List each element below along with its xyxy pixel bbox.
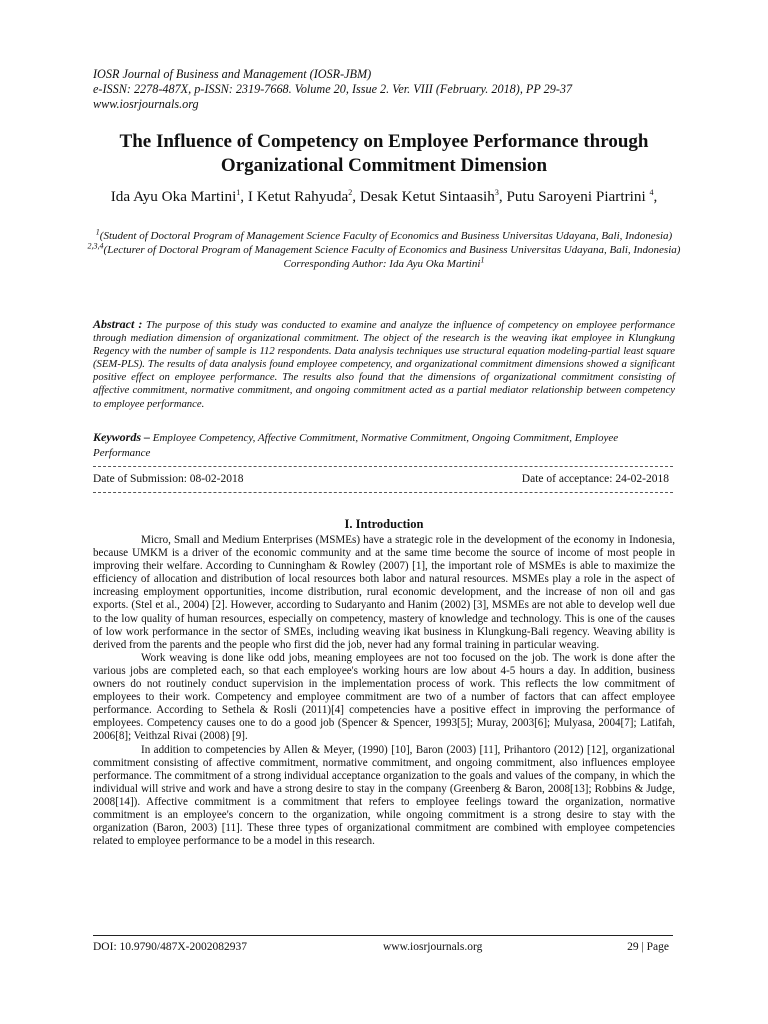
abstract-label: Abstract : [93,317,143,331]
acceptance-date: Date of acceptance: 24-02-2018 [521,473,669,485]
paper-title-line-1: The Influence of Competency on Employee Performance through [119,131,649,152]
author-name: Desak Ketut Sintaasih [359,188,495,205]
dates-row [93,472,673,486]
affiliations [86,229,682,271]
paper-title [40,130,728,178]
author-separator: , [240,188,248,205]
affiliation [86,229,682,243]
author-superscript: 4 [649,187,654,197]
divider-top [93,466,673,467]
journal-issn-line: e-ISSN: 2278-487X, p-ISSN: 2319-7668. Volume 20, Issue 2. Ver. VIII (February. 2018), PP 29-37 [93,82,573,96]
page-number: 29 | Page [627,941,669,953]
corresponding-author-text: Corresponding Author: Ida Ayu Oka Martini [283,258,481,270]
corresponding-author [86,257,682,271]
author-separator: , [653,188,658,205]
affiliation-superscript: 1 [95,227,100,237]
author-superscript: 1 [236,187,241,197]
footer-rule [93,935,673,936]
journal-name: IOSR Journal of Business and Management (IOSR-JBM) [93,67,372,81]
journal-website: www.iosrjournals.org [93,97,199,111]
paragraph: Work weaving is done like odd jobs, meaning employees are not too focused on the job. The work is done after the various jobs are completed each, so that each employee's working hours are low about 4-5 hours a day. In addition, business owners do not routinely conduct supervision in the implementation process of work. This reflects the low commitment of employees to their work. Competency and employee commitment are two of a number of factors that can affect employee performance. According to Sethela & Rosli (2011)[4] competencies have a positive effect in improving the performance of employees. Competency causes one to do a good job (Spencer & Spencer, 1993[5]; Muray, 2003[6]; Mulyasa, 2004[7]; Latifah, 2006[8]; Veithzal Rivai (2008) [9]. [93,651,675,743]
author-list [86,187,682,206]
author-separator: , [498,188,507,205]
section-heading: I. Introduction [344,517,424,531]
abstract-text: The purpose of this study was conducted to examine and analyze the influence of competency on employee performance through mediation dimension of organizational commitment. The object of the research is the weaving ikat employee in Klungkung Regency with the number of sample is 112 respondents. Data analysis techniques use structural equation modeling-partial least square (SEM-PLS). The results of data analysis found employee competency, and organizational commitment dimensions showed a significant positive effect on employee performance. The results also found that the dimensions of organizational commitment consisting of affective commitment, normative commitment, and ongoing commitment acted as a partial mediator relationship between competency to employee performance. [93,319,675,410]
affiliation-text: (Lecturer of Doctoral Program of Management Science Faculty of Economics and Business Universitas Udayana, Bali, Indonesia) [103,244,681,256]
footer-website: www.iosrjournals.org [383,941,483,953]
keywords-label: Keywords – [93,430,150,444]
keywords-text: Employee Competency, Affective Commitment, Normative Commitment, Ongoing Commitment, Employee Performance [93,432,619,459]
footer-doi: DOI: 10.9790/487X-2002082937 [93,941,247,953]
author-name: I Ketut Rahyuda [247,188,349,205]
author-superscript: 2 [348,187,353,197]
author-separator: , [352,188,360,205]
paragraph: Micro, Small and Medium Enterprises (MSMEs) have a strategic role in the development of the economy in Indonesia, because UMKM is a driver of the economic community and at the same time become the source of income of most people in improving their welfare. According to Cunningham & Rowley (2007) [1], the important role of MSMEs is able to maximize the efficiency of allocation and distribution of local resources both labor and natural resources. MSMEs play a role in the aspect of increasing employment opportunities, income distribution, rural economic development, and the increase of non oil and gas exports. (Stel et al., 2004) [2]. However, according to Sudaryanto and Hanim (2002) [3], MSMEs are not able to develop well due to the low quality of human resources, especially on competency, mastery of knowledge and technology. This is one of the causes of low work performance in the sector of SMEs, including weaving ikat business in Klungkung-Bali regency. Weaving ability is derived from the parents and the people who first did the job, never had any formal training in particular weaving. [93,534,675,651]
paper-title-line-2: Organizational Commitment Dimension [220,155,548,176]
journal-header [93,67,693,112]
affiliation-text: (Student of Doctoral Program of Management Science Faculty of Economics and Business Universitas Udayana, Bali, Indonesia) [99,230,673,242]
submission-date: Date of Submission: 08-02-2018 [93,473,244,485]
author-name: Ida Ayu Oka Martini [110,188,237,205]
abstract [93,318,675,411]
introduction-body [93,534,675,848]
paragraph: In addition to competencies by Allen & Meyer, (1990) [10], Baron (2003) [11], Prihantoro (2012) [12], organizational commitment consisting of affective commitment, normative commitment, and ongoing commitment, also influences employee performance. The commitment of a strong individual acceptance organization to the goals and values of the company, in which the individual will strive and work and have a strong desire to stay in the company (Greenberg & Baron, 2008[13]; Robbins & Judge, 2008[14]). Affective commitment is a commitment that refers to employee feelings toward the organization, normative commitment is an employee's concern to the organization, while ongoing commitment is a strong desire to stay with the organization (Baron, 2003) [11]. These three types of organizational commitment are combined with employee competencies related to employee performance to be a model in this research. [93,743,675,848]
corresponding-author-superscript: 1 [480,255,485,265]
keywords [93,430,675,461]
author-superscript: 3 [494,187,499,197]
affiliation [86,243,682,257]
author-name: Putu Saroyeni Piartrini [506,188,650,205]
divider-bottom [93,492,673,493]
page-footer [93,940,673,954]
affiliation-superscript: 2,3,4 [87,241,104,251]
